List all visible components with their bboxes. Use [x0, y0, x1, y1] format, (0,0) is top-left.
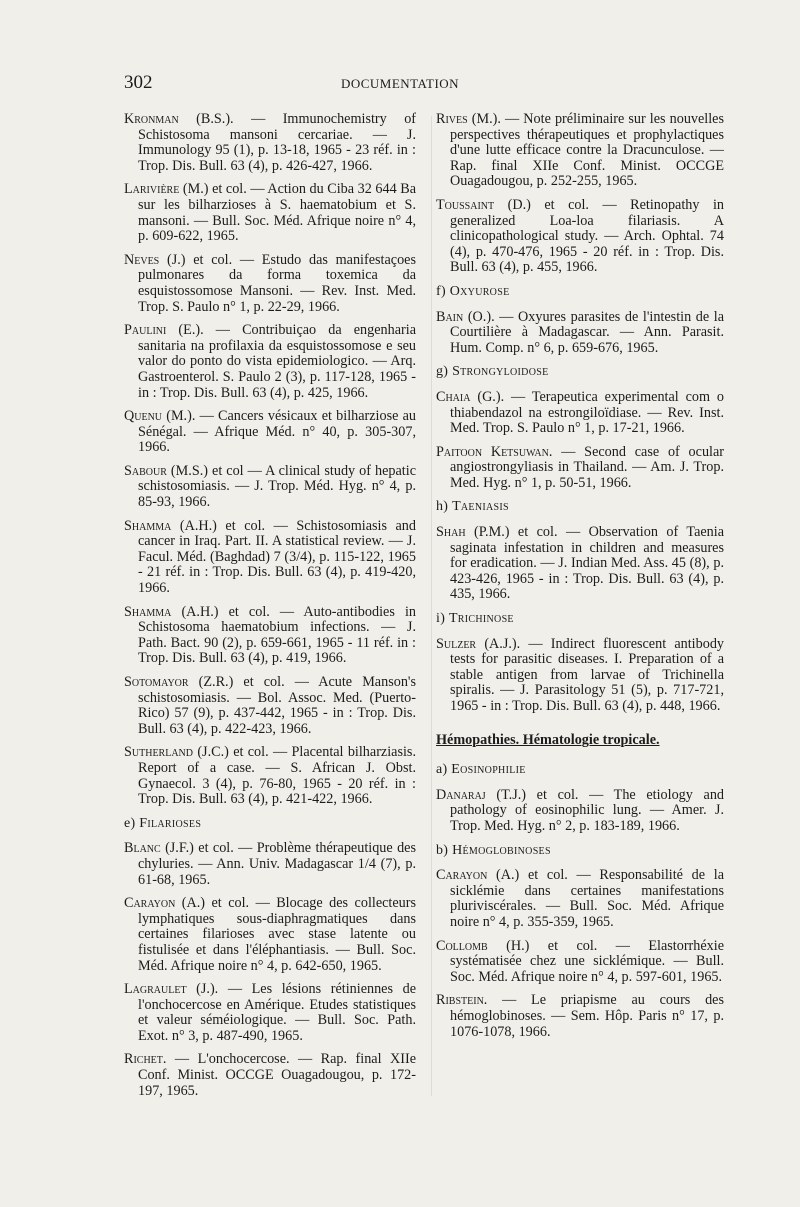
entry-author: Quenu (M.).	[124, 408, 196, 425]
entry-list	[436, 788, 724, 835]
section-title: Oxyurose	[449, 283, 510, 299]
bibliography-entry	[436, 390, 724, 437]
bibliography-entry	[124, 605, 416, 667]
entry-author: Richet.	[124, 1051, 167, 1068]
entry-author: Bain (O.).	[436, 308, 495, 325]
bibliography-entry	[436, 445, 724, 492]
entry-citation: — Immunochemistry of Schistosoma mansoni cercariae. — J. Immunology 95 (1), p. 13-18, 1965 - 23 réf. in : Trop. Dis. Bull. 63 (4), p. 426-427, 1966.	[138, 111, 417, 174]
section-label	[436, 762, 724, 778]
bibliography-entry	[436, 112, 724, 190]
section-label	[124, 816, 416, 832]
section-label	[436, 611, 724, 627]
entry-author: Paitoon Ketsuwan.	[436, 443, 553, 460]
section-prefix: f)	[436, 283, 450, 299]
entry-citation: — L'onchocercose. — Rap. final XIIe Conf. Minist. OCCGE Ouagadougou, p. 172-197, 1965.	[138, 1051, 416, 1099]
entry-list	[124, 841, 416, 1099]
bibliography-entry	[436, 637, 724, 715]
bibliography-entry	[436, 525, 724, 603]
entry-citation: et col. — Placental bilharziasis. Report of a case. — S. African J. Obst. Gynaecol. 3 (4), p. 76-80, 1965 - 20 réf. in : Trop. Dis. Bull. 63 (4), p. 421-422, 1966.	[138, 744, 416, 808]
entry-citation: — Le priapisme au cours des hémoglobinoses. — Sem. Hôp. Paris n° 17, p. 1076-1078, 1966.	[450, 992, 724, 1040]
section-prefix: e)	[124, 815, 140, 831]
entry-author: Shah (P.M.)	[436, 524, 510, 541]
entry-author: Carayon (A.)	[436, 867, 520, 884]
entry-citation: — Note préliminaire sur les nouvelles perspectives thérapeutiques et prophylactiques d'une lutte efficace contre la Dracunculose. — Rap. final XIIe Conf. Minist. OCCGE Ouagadougou, p. 252-255, 1965.	[450, 111, 725, 190]
bibliography-entry	[436, 788, 724, 835]
entry-citation: — Les lésions rétiniennes de l'onchocercose en Amérique. Etudes statistiques et valeur séméiologique. — Bull. Soc. Path. Exot. n° 3, p. 487-490, 1965.	[138, 981, 416, 1044]
bibliography-entry	[124, 982, 416, 1044]
section-label	[436, 843, 724, 859]
running-head: DOCUMENTATION	[340, 76, 460, 91]
entry-list	[436, 310, 724, 357]
right-column	[436, 112, 724, 1048]
bibliography-entry	[436, 993, 724, 1040]
entry-citation: et col. — Problème thérapeutique des chyluries. — Ann. Univ. Madagascar 1/4 (7), p. 61-68, 1965.	[138, 840, 416, 888]
section-prefix: a)	[436, 762, 452, 778]
entry-citation: — Second case of ocular angiostrongyliasis in Thailand. — Am. J. Trop. Med. Hyg. n° 1, p. 50-51, 1966.	[450, 443, 724, 491]
entry-author: Carayon (A.)	[124, 895, 206, 912]
section-title: Eosinophilie	[451, 762, 526, 778]
bibliography-entry	[124, 253, 416, 315]
section-title: Trichinose	[448, 611, 514, 627]
bibliography-entry	[124, 464, 416, 511]
bibliography-entry	[124, 409, 416, 456]
left-column	[124, 112, 416, 1107]
section-prefix: b)	[436, 842, 453, 858]
entry-list	[436, 868, 724, 1040]
entry-author: Shamma (A.H.)	[124, 517, 217, 534]
bibliography-entry	[436, 868, 724, 930]
bibliography-entry	[124, 519, 416, 597]
entry-list	[124, 112, 416, 808]
entry-citation: — Indirect fluorescent antibody tests for parasitic diseases. I. Preparation of a stable antigen from larvae of Trichinella spiralis. — J. Parasitology 51 (5), p. 717-721, 1965 - in : Trop. Dis. Bull. 63 (4), p. 448, 1966.	[450, 635, 725, 714]
entry-author: Sabour (M.S.)	[124, 462, 208, 479]
entry-list	[436, 637, 724, 715]
section-prefix: g)	[436, 364, 453, 380]
entry-citation: et col. — The etiology and pathology of eosinophilic lung. — Amer. J. Trop. Med. Hyg. n° 2, p. 183-189, 1966.	[450, 786, 725, 834]
bibliography-entry	[124, 112, 416, 174]
entry-author: Chaia (G.).	[436, 388, 505, 405]
entry-author: Larivière (M.)	[124, 181, 209, 198]
section-prefix: h)	[436, 499, 453, 515]
entry-author: Neves (J.)	[124, 251, 186, 268]
entry-author: Toussaint (D.)	[436, 196, 531, 213]
bibliography-entry	[124, 182, 416, 244]
entry-author: Lagraulet (J.).	[124, 981, 219, 998]
section-title: Taeniasis	[452, 499, 509, 515]
entry-list	[436, 525, 724, 603]
entry-citation: et col. — Acute Manson's schistosomiasis. — Bol. Assoc. Med. (Puerto-Rico) 57 (9), p. 437-442, 1965 - in : Trop. Dis. Bull. 63 (4), p. 422-423, 1966.	[138, 674, 416, 737]
entry-citation: — Contribuiçao da engenharia sanitaria na profilaxia da esquistossomose e seu valor do ponto do vista epidemiologico. — Arq. Gastroenterol. S. Paulo 2 (3), p. 117-128, 1965 - in : Trop. Dis. Bull. 63 (4), p. 425, 1966.	[138, 322, 416, 401]
entry-author: Rives (M.).	[436, 111, 501, 127]
page-number: 302	[124, 72, 153, 93]
entry-author: Ribstein.	[436, 992, 488, 1009]
section-label	[436, 499, 724, 515]
entry-list	[436, 112, 724, 276]
entry-citation: et col. — Action du Ciba 32 644 Ba sur les bilharzioses à S. haematobium et S. mansoni. — Bull. Soc. Méd. Afrique noire n° 4, p. 609-622, 1965.	[138, 181, 416, 245]
bibliography-entry	[124, 1052, 416, 1099]
entry-author: Sulzer (A.J.).	[436, 635, 521, 652]
entry-citation: et col. — Blocage des collecteurs lymphatiques sous-diaphragmatiques dans certaines filarioses avec stase latente ou fistulisée et dans l'éléphantiasis. — Bull. Soc. Méd. Afrique noire n° 4, p. 642-650, 1965.	[138, 895, 416, 974]
section-prefix: i)	[436, 611, 449, 627]
entry-author: Sutherland (J.C.)	[124, 744, 229, 761]
section-label	[436, 364, 724, 380]
entry-citation: — Cancers vésicaux et bilharziose au Sénégal. — Afrique Méd. n° 40, p. 305-307, 1966.	[138, 408, 416, 456]
bibliography-entry	[124, 745, 416, 807]
entry-author: Shamma (A.H.)	[124, 603, 219, 620]
section-label	[436, 284, 724, 300]
section-heading: Hémopathies. Hématologie tropicale.	[436, 731, 660, 748]
entry-citation: et col. — Auto-antibodies in Schistosoma haematobium infections. — J. Path. Bact. 90 (2), p. 659-661, 1965 - 11 réf. in : Trop. Dis. Bull. 63 (4), p. 419, 1966.	[138, 603, 416, 667]
bibliography-entry	[124, 841, 416, 888]
entry-citation: et col. — Observation of Taenia saginata infestation in children and measures for eradication. — J. Indian Med. Ass. 45 (8), p. 423-426, 1965 - in : Trop. Dis. Bull. 63 (4), p. 435, 1966.	[450, 524, 724, 603]
entry-citation: et col. — Responsabilité de la sicklémie dans certaines manifestations pluriviscérales. — Bull. Soc. Méd. Afrique noire n° 4, p. 355-359, 1965.	[450, 867, 724, 930]
entry-citation: — Terapeutica experimental com o thiabendazol na estrongiloïdiase. — Rev. Inst. Med. Trop. S. Paulo n° 1, p. 17-21, 1966.	[450, 388, 725, 437]
entry-citation: et col — A clinical study of hepatic schistosomiasis. — J. Trop. Méd. Hyg. n° 4, p. 85-93, 1966.	[138, 462, 416, 511]
entry-author: Blanc (J.F.)	[124, 840, 194, 857]
entry-citation: et col. — Schistosomiasis and cancer in Iraq. Part. II. A statistical review. — J. Facul. Méd. (Baghdad) 7 (3/4), p. 115-122, 1965 - 21 réf. in : Trop. Dis. Bull. 63 (4), p. 419-420, 1966.	[138, 517, 416, 597]
entry-citation: et col. — Retinopathy in generalized Loa-loa filariasis. A clinicopathological study. — Arch. Ophtal. 74 (4), p. 470-476, 1965 - 20 réf. in : Trop. Dis. Bull. 63 (4), p. 455, 1966.	[450, 196, 724, 276]
entry-citation: et col. — Elastorrhéxie systématisée chez une sicklémique. — Bull. Soc. Méd. Afrique noire n° 4, p. 597-601, 1965.	[450, 937, 724, 985]
entry-citation: et col. — Estudo das manifestaçoes pulmonares da forma toxemica da esquistossomose Mansoni. — Rev. Inst. Med. Trop. S. Paulo n° 1, p. 22-29, 1966.	[138, 251, 416, 315]
section-title: Filarioses	[139, 815, 202, 831]
entry-author: Danaraj (T.J.)	[436, 786, 527, 803]
entry-author: Paulini (E.).	[124, 322, 204, 339]
entry-author: Collomb (H.)	[436, 937, 530, 954]
bibliography-entry	[436, 310, 724, 357]
entry-list	[436, 390, 724, 492]
bibliography-entry	[436, 198, 724, 276]
section-title: Hémoglobinoses	[452, 842, 551, 858]
entry-citation: — Oxyures parasites de l'intestin de la Courtilière à Madagascar. — Ann. Parasit. Hum. Comp. n° 6, p. 659-676, 1965.	[450, 308, 724, 356]
bibliography-entry	[124, 675, 416, 737]
section-title: Strongyloidose	[452, 364, 549, 380]
bibliography-entry	[124, 896, 416, 974]
bibliography-entry	[124, 323, 416, 401]
entry-author: Sotomayor (Z.R.)	[124, 674, 234, 690]
entry-author: Kronman (B.S.).	[124, 111, 234, 127]
bibliography-entry	[436, 939, 724, 986]
column-divider	[431, 116, 432, 1096]
